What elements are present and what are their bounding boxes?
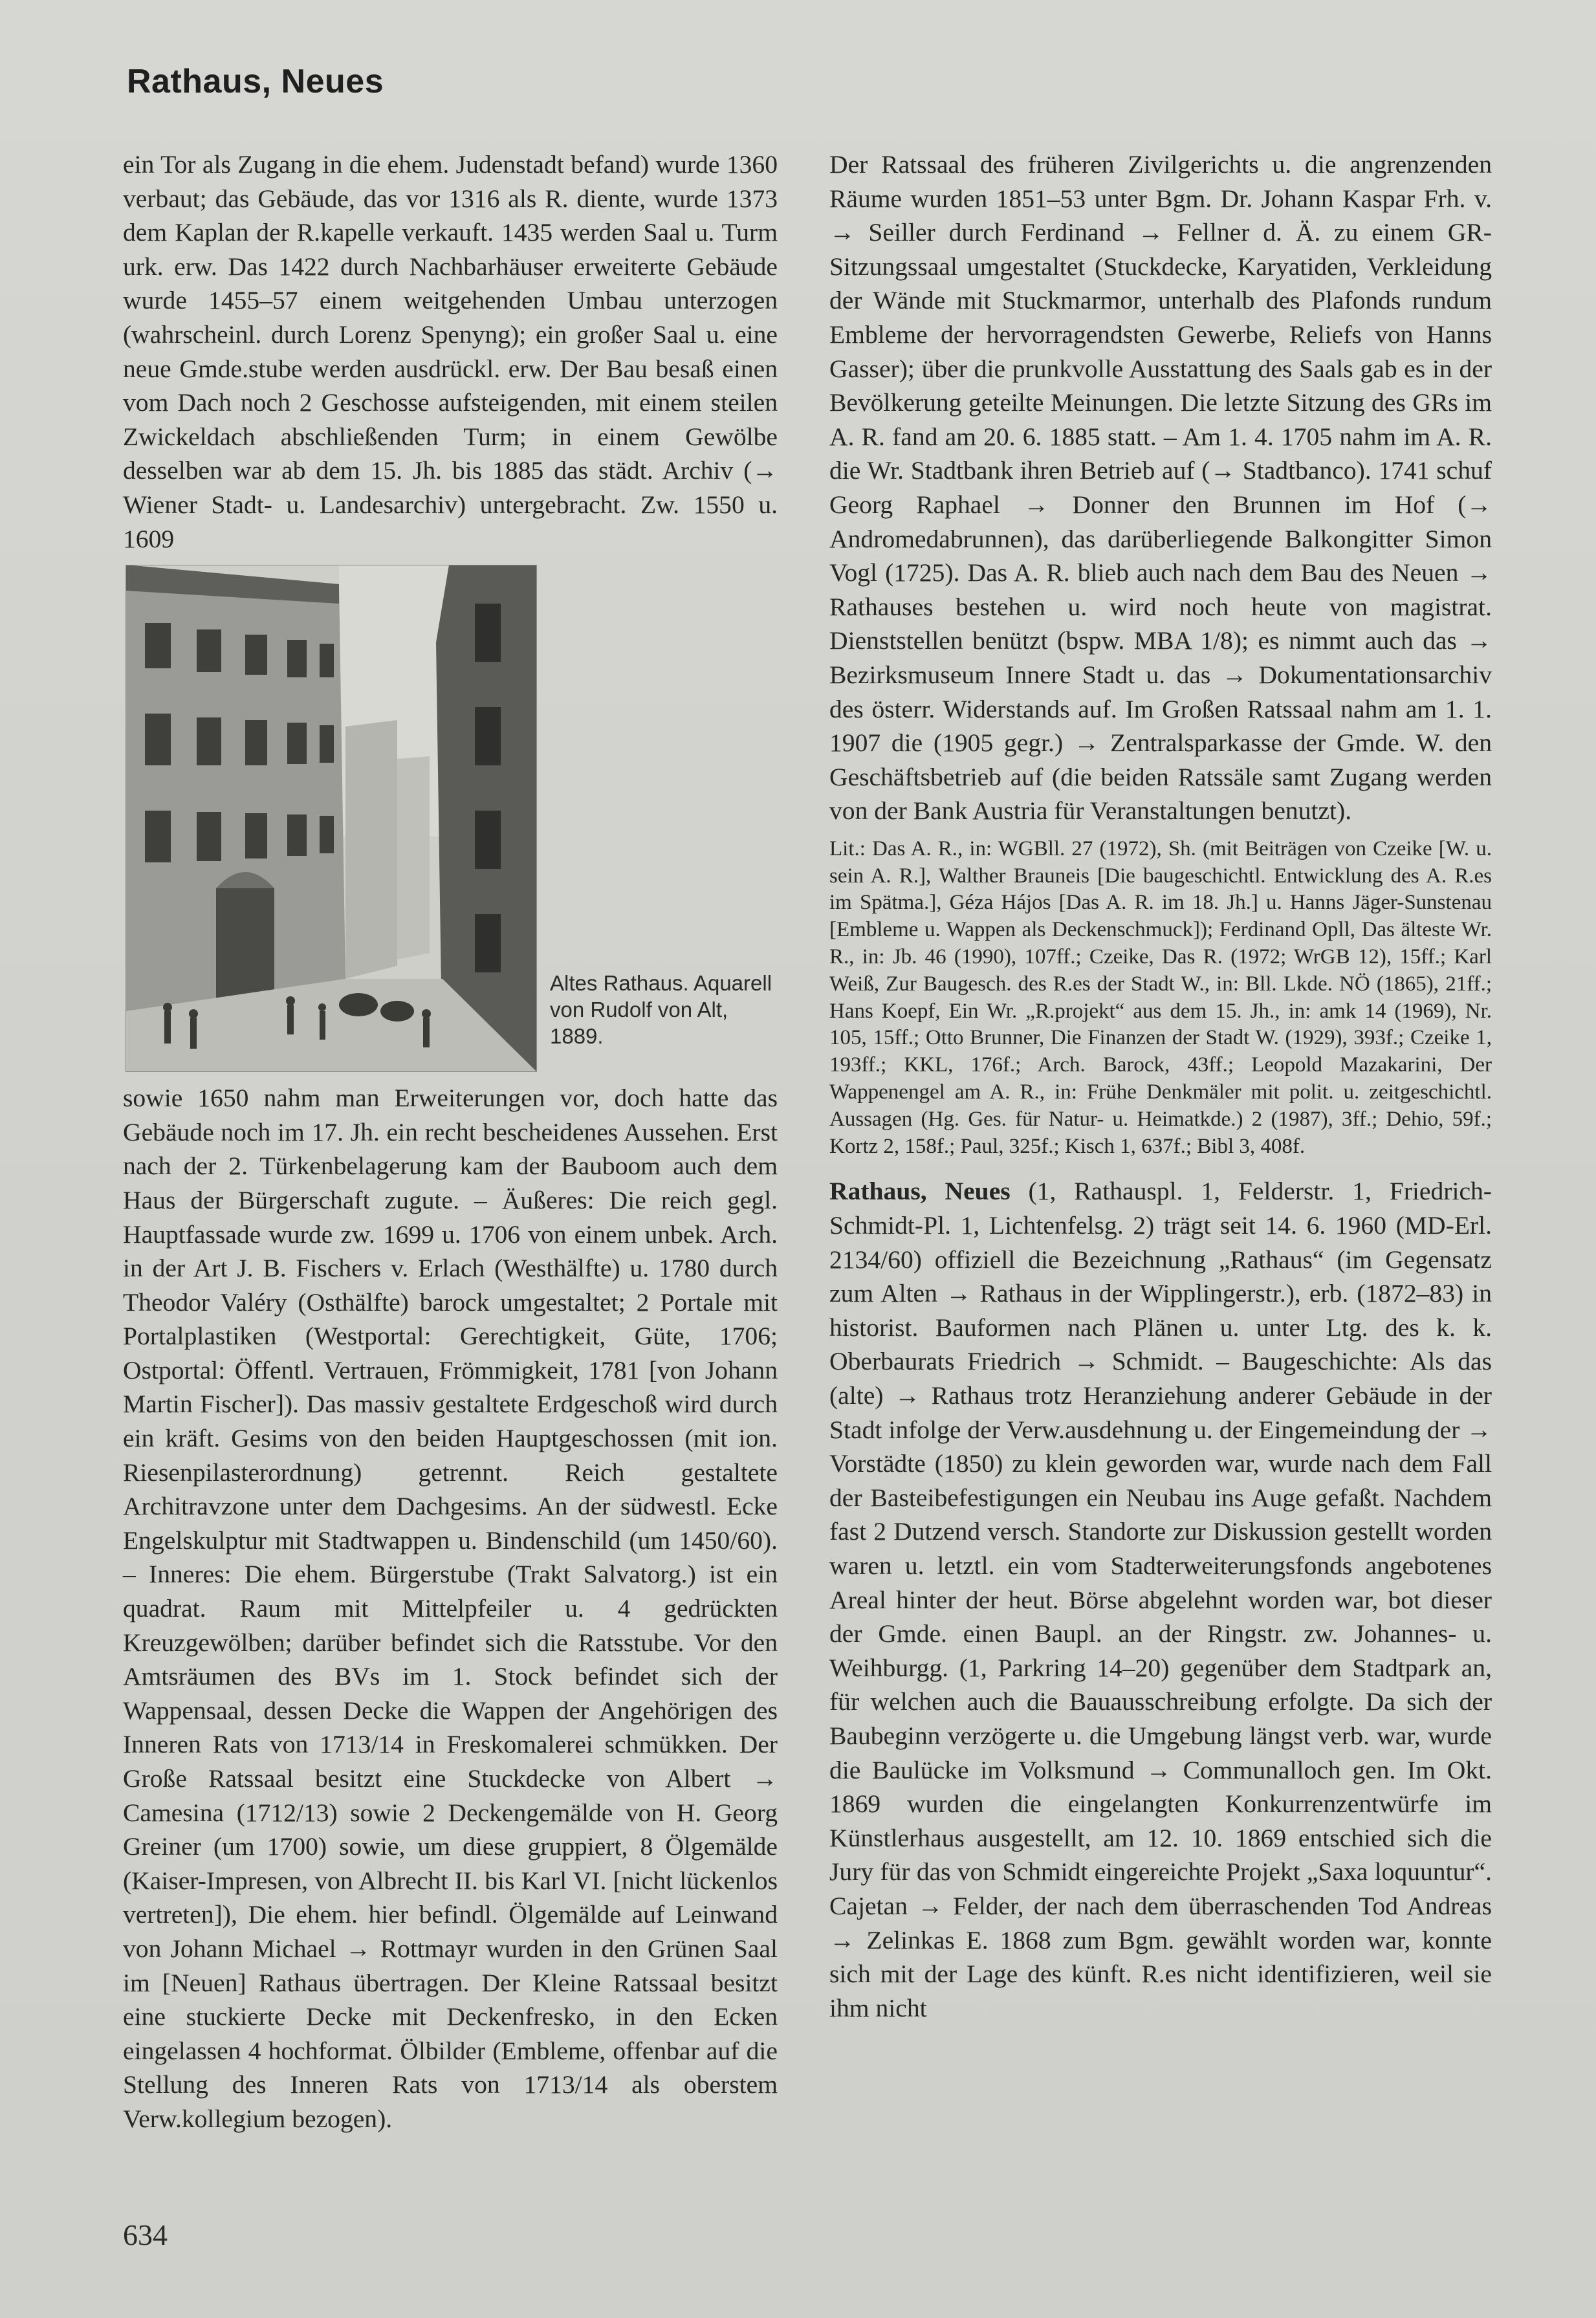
left-paragraph-1: ein Tor als Zugang in die ehem. Judenstadt befand) wurde 1360 verbaut; das Gebäude, das vor 1316 als R. diente, wurde 1373 dem Kaplan der R.kapelle verkauft. 1435 werden Saal u. Turm urk. erw. Das 1422 durch Nachbarhäuser erweiterte Gebäude wurde 1455–57 einem weitgehenden Umbau unterzogen (wahrscheinl. durch Lorenz Spenyng); ein großer Saal u. eine neue Gmde.stube werden ausdrückl. erw. Der Bau besaß einen vom Dach noch 2 Geschosse aufsteigenden, mit einem steilen Zwickeldach abschließenden Turm; in einem Gewölbe desselben war ab dem 15. Jh. bis 1885 das städt. Archiv (→ Wiener Stadt- u. Landesarchiv) untergebracht. Zw. 1550 u. 1609 [123,150,778,553]
street-scene-drawing [126,565,537,1072]
entry-rathaus-neues [829,1174,1492,2025]
literature-references: Lit.: Das A. R., in: WGBll. 27 (1972), Sh. (mit Beiträgen von Czeike [W. u. sein A. R.], Walther Brauneis [Die baugeschichtl. Entwicklung des A. R.es im Spätma.], Géza Hájos [Das A. R. im 18. Jh.] u. Hanns Jäger-Sunstenau [Embleme u. Wappen als Deckenschmuck]); Ferdinand Opll, Das älteste Wr. R., in: Jb. 46 (1990), 107ff.; Czeike, Das R. (1972; WrGB 12), 15ff.; Karl Weiß, Zur Baugesch. des R.es der Stadt W., in: Bll. Lkde. NÖ (1865), 21ff.; Hans Koepf, Ein Wr. „R.projekt“ aus dem 15. Jh., in: amk 14 (1969), Nr. 105, 15ff.; Otto Brunner, Die Finanzen der Stadt W. (1929), 393f.; Czeike 1, 193ff.; KKL, 176f.; Arch. Barock, 43ff.; Leopold Mazakarini, Der Wappenengel am A. R., in: Frühe Denkmäler mit polit. u. zeitgeschichtl. Aussagen (Hg. Ges. für Natur- u. Heimatkde.) 2 (1987), 3ff.; Dehio, 59f.; Kortz 2, 158f.; Paul, 325f.; Kisch 1, 637f.; Bibl 3, 408f. [829,836,1492,1158]
left-column [123,148,778,2136]
entry-lemma: Rathaus, Neues [829,1177,1011,1206]
figure-caption: Altes Rathaus. Aquarell von Rudolf von Alt, 1889. [550,971,772,1049]
right-column [829,148,1492,2025]
figure-altes-rathaus [123,565,778,1075]
right-paragraph-1: Der Ratssaal des früheren Zivilgerichts u. die angrenzenden Räume wurden 1851–53 unter Bgm. Dr. Johann Kaspar Frh. v. → Seiller durch Ferdinand → Fellner d. Ä. zu einem GR-Sitzungssaal umgestaltet (Stuckdecke, Karyatiden, Verkleidung der Wände mit Stuckmarmor, unterhalb des Plafonds rundum Embleme der hervorragendsten Gewerbe, Reliefs von Hanns Gasser); über die prunkvolle Ausstattung des Saals gab es in der Bevölkerung geteilte Meinungen. Die letzte Sitzung des GRs im A. R. fand am 20. 6. 1885 statt. – Am 1. 4. 1705 nahm im A. R. die Wr. Stadtbank ihren Betrieb auf (→ Stadtbanco). 1741 schuf Georg Raphael → Donner den Brunnen im Hof (→ Andromedabrunnen), das darüberliegende Balkongitter Simon Vogl (1725). Das A. R. blieb auch nach dem Bau des Neuen → Rathauses bestehen u. wird noch heute von magistrat. Dienststellen benützt (bspw. MBA 1/8); es nimmt auch das → Bezirksmuseum Innere Stadt u. das → Dokumentationsarchiv des österr. Widerstands auf. Im Großen Ratssaal nahm am 1. 1. 1907 die (1905 gegr.) → Zentralsparkasse der Gmde. W. den Geschäftsbetrieb auf (die beiden Ratssäle samt Zugang werden von der Bank Austria für Veranstaltungen benutzt). [829,150,1492,826]
page-number: 634 [123,2218,168,2251]
left-paragraph-2: sowie 1650 nahm man Erweiterungen vor, doch hatte das Gebäude noch im 17. Jh. ein recht bescheidenes Aussehen. Erst nach der 2. Türkenbelagerung kam der Bauboom auch dem Haus der Bürgerschaft zugute. – Äußeres: Die reich gegl. Hauptfassade wurde zw. 1699 u. 1706 von einem unbek. Arch. in der Art J. B. Fischers v. Erlach (Westhälfte) u. 1780 durch Theodor Valéry (Osthälfte) barock umgestaltet; 2 Portale mit Portalplastiken (Westportal: Gerechtigkeit, Güte, 1706; Ostportal: Öffentl. Vertrauen, Frömmigkeit, 1781 [von Johann Martin Fischer]). Das massiv gestaltete Erdgeschoß wird durch ein kräft. Gesims von den beiden Hauptgeschossen (mit ion. Riesenpilasterordnung) getrennt. Reich gestaltete Architravzone unter dem Dachgesims. An der südwestl. Ecke Engelskulptur mit Stadtwappen u. Bindenschild (um 1450/60). – Inneres: Die ehem. Bürgerstube (Trakt Salvatorg.) ist ein quadrat. Raum mit Mittelpfeiler u. 4 gedrückten Kreuzgewölben; darüber befindet sich die Ratsstube. Vor den Amtsräumen des BVs im 1. Stock befindet sich der Wappensaal, dessen Decke die Wappen der Angehörigen des Inneren Rats von 1713/14 in Freskomalerei schmükken. Der Große Ratssaal besitzt eine Stuckdecke von Albert → Camesina (1712/13) sowie 2 Deckengemälde von H. Georg Greiner (um 1700) sowie, um diese gruppiert, 8 Ölgemälde (Kaiser-Impresen, von Albrecht II. bis Karl VI. [nicht lückenlos vertreten]), Die ehem. hier befindl. Ölgemälde auf Leinwand von Johann Michael → Rottmayr wurden in den Grünen Saal im [Neuen] Rathaus übertragen. Der Kleine Ratssaal besitzt eine stuckierte Decke mit Deckenfresko, in den Ecken eingelassen 4 hochformat. Ölbilder (Embleme, offenbar auf die Stellung des Inneren Rats von 1713/14 als oberstem Verw.kollegium bezogen). [123,1084,778,2133]
entry-text: (1, Rathauspl. 1, Felderstr. 1, Friedrich-Schmidt-Pl. 1, Lichtenfelsg. 2) trägt seit 14. 6. 1960 (MD-Erl. 2134/60) offiziell die Bezeichnung „Rathaus“ (im Gegensatz zum Alten → Rathaus in der Wipplingerstr.), erb. (1872–83) in historist. Bauformen nach Plänen u. unter Ltg. des k. k. Oberbaurats Friedrich → Schmidt. – Baugeschichte: Als das (alte) → Rathaus trotz Heranziehung anderer Gebäude in der Stadt infolge der Verw.ausdehnung u. der Eingemeindung der → Vorstädte (1850) zu klein geworden war, wurde nach dem Fall der Basteibefestigungen ein Neubau ins Auge gefaßt. Nachdem fast 2 Dutzend versch. Standorte zur Diskussion gestellt worden waren u. letztl. ein vom Stadterweiterungsfonds angebotenes Areal hinter der heut. Börse abgelehnt worden war, bot dieser der Gmde. einen Baupl. an der Ringstr. zw. Johannes- u. Weihburgg. (1, Parkring 14–20) gegenüber dem Stadtpark an, für welchen auch die Bauausschreibung erfolgte. Da sich der Baubeginn verzögerte u. die Umgebung längst verb. war, wurde die Baulücke im Volksmund → Communalloch gen. Im Okt. 1869 wurden die eingelangten Konkurrenzentwürfe im Künstlerhaus ausgestellt, am 12. 10. 1869 entschied sich die Jury für das von Schmidt eingereichte Projekt „Saxa loquuntur“. Cajetan → Felder, der nach dem überraschenden Tod Andreas → Zelinkas E. 1868 zum Bgm. gewählt worden war, konnte sich mit der Lage des künft. R.es nicht identifizieren, weil sie ihm nicht [829,1177,1492,2022]
watercolor-illustration [126,565,537,1072]
running-head: Rathaus, Neues [127,63,384,100]
